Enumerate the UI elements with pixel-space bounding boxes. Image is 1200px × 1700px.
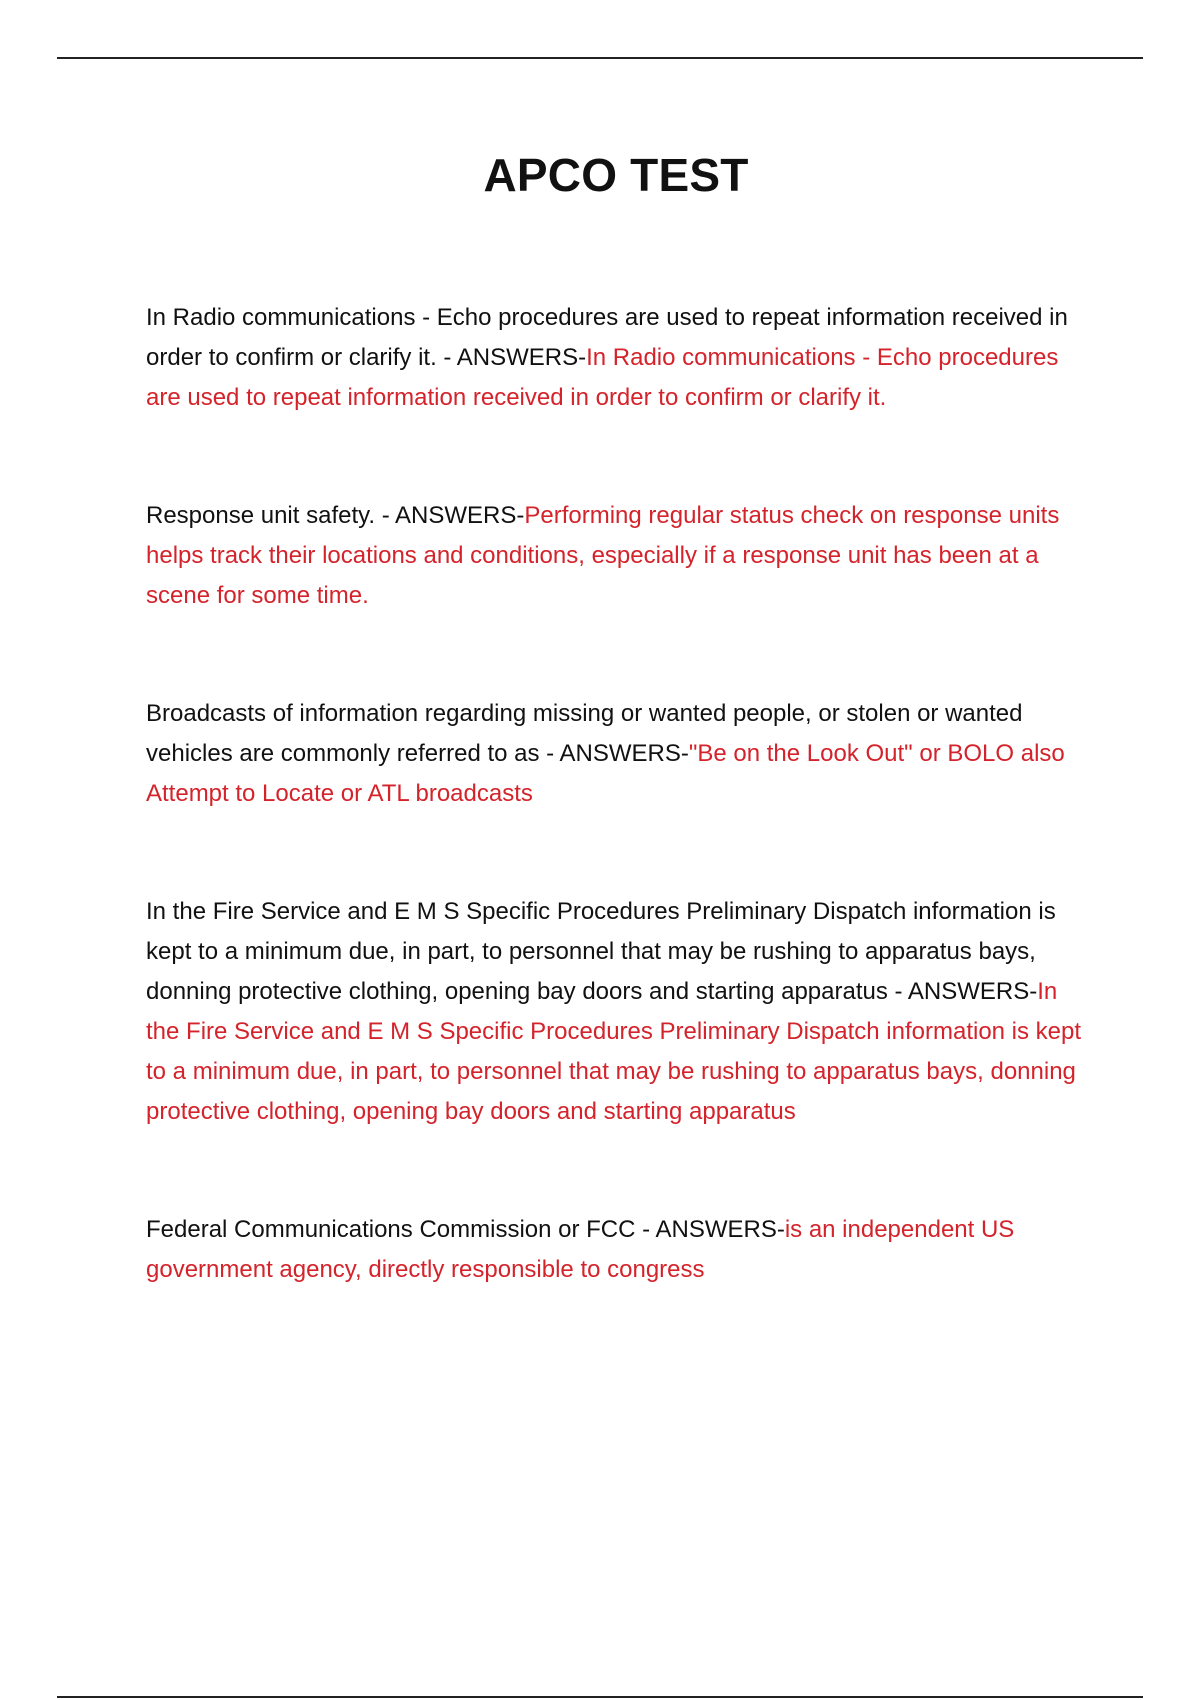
- question-text: Response unit safety.: [146, 502, 376, 529]
- qa-item-fcc: [146, 1210, 1096, 1290]
- answers-separator: - ANSWERS-: [635, 1216, 785, 1243]
- qa-item-preliminary-dispatch: [146, 892, 1096, 1132]
- question-text: Broadcasts of information regarding missing or wanted people, or stolen or wanted vehicles are commonly referred to as: [146, 700, 1023, 767]
- qa-item-echo-procedures: [146, 298, 1096, 418]
- question-text: In Radio communications - Echo procedures are used to repeat information received in order to confirm or clarify it.: [146, 304, 1068, 371]
- document-title: APCO TEST: [483, 149, 749, 201]
- answer-text: In the Fire Service and E M S Specific Procedures Preliminary Dispatch information is kept to a minimum due, in part, to personnel that may be rushing to apparatus bays, donning protective clothing, opening bay doors and starting apparatus: [146, 978, 1082, 1125]
- answer-text: is an independent US government agency, directly responsible to congress: [146, 1216, 1015, 1283]
- top-divider: [57, 57, 1143, 59]
- answers-separator: - ANSWERS-: [539, 740, 689, 767]
- qa-item-response-unit-safety: [146, 496, 1096, 616]
- question-text: Federal Communications Commission or FCC: [146, 1216, 636, 1243]
- qa-list: [146, 298, 1096, 1290]
- answer-text: "Be on the Look Out" or BOLO also Attempt to Locate or ATL broadcasts: [146, 740, 1065, 807]
- question-text: In the Fire Service and E M S Specific Procedures Preliminary Dispatch information is kept to a minimum due, in part, to personnel that may be rushing to apparatus bays, donning protective clothing, opening bay doors and starting apparatus: [146, 898, 1056, 1005]
- answer-text: In Radio communications - Echo procedures are used to repeat information received in order to confirm or clarify it.: [146, 344, 1059, 411]
- answers-separator: - ANSWERS-: [436, 344, 587, 371]
- bottom-divider: [57, 1696, 1143, 1698]
- qa-item-bolo-broadcasts: [146, 694, 1096, 814]
- answer-text: Performing regular status check on response units helps track their locations and conditions, especially if a response unit has been at a scene for some time.: [146, 502, 1060, 609]
- answers-separator: - ANSWERS-: [887, 978, 1038, 1005]
- answers-separator: - ANSWERS-: [375, 502, 525, 529]
